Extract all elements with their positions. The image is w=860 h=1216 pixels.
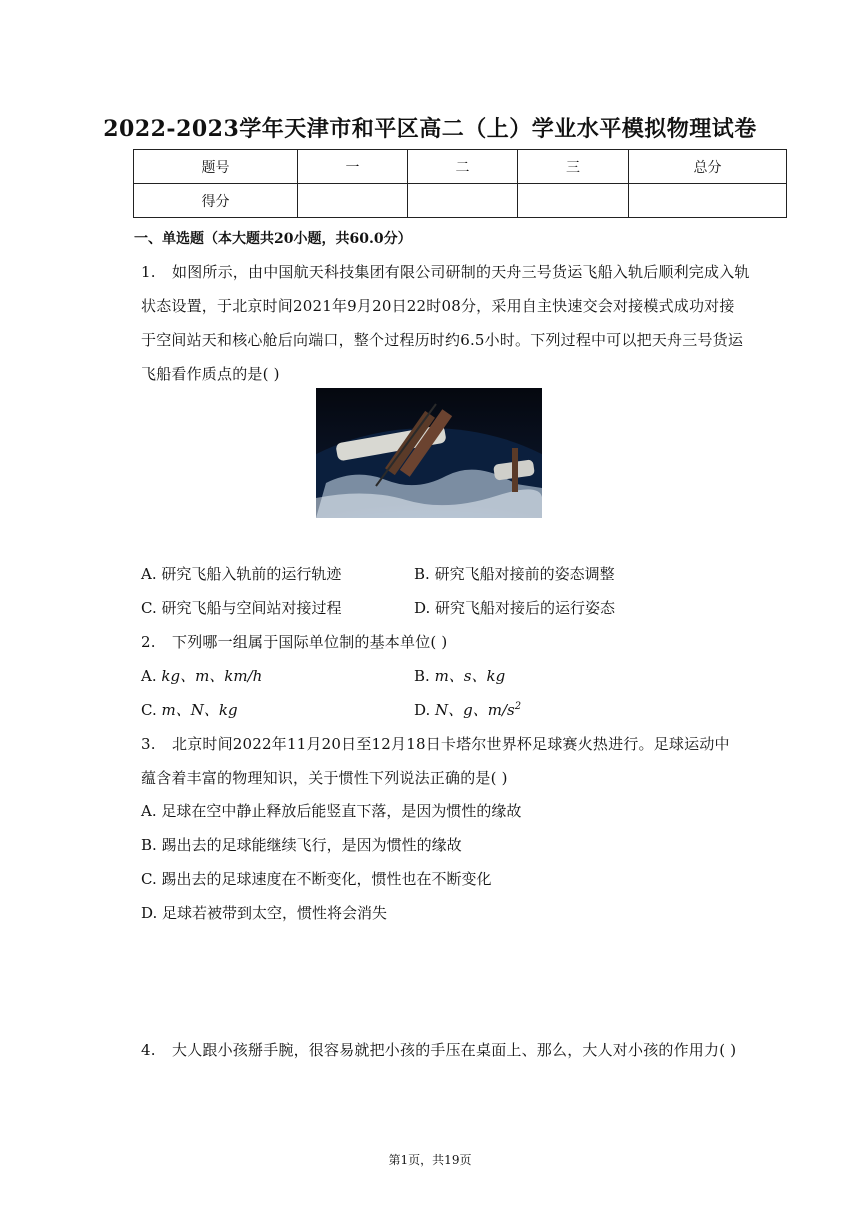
question-text: 下列哪一组属于国际单位制的基本单位( ) xyxy=(172,633,448,651)
question-3-line: 蕴含着丰富的物理知识，关于惯性下列说法正确的是( ) xyxy=(141,769,508,787)
score-header-cell: 三 xyxy=(518,150,629,184)
space-station-photo xyxy=(316,388,542,518)
score-header-cell: 一 xyxy=(298,150,408,184)
question-number: 1. xyxy=(141,263,156,281)
question-4-line xyxy=(141,1039,736,1060)
q1-option-d[interactable]: D. 研究飞船对接后的运行姿态 xyxy=(414,599,616,617)
question-3-line xyxy=(141,733,730,754)
question-2-line xyxy=(141,631,447,652)
q1-option-c[interactable]: C. 研究飞船与空间站对接过程 xyxy=(141,599,342,617)
score-header-cell: 二 xyxy=(408,150,518,184)
exam-title: 2022-2023学年天津市和平区高二（上）学业水平模拟物理试卷 xyxy=(103,116,757,142)
score-header-cell: 题号 xyxy=(134,150,298,184)
question-number: 2. xyxy=(141,633,156,651)
score-table xyxy=(133,149,787,218)
page-footer: 第1页，共19页 xyxy=(388,1153,472,1167)
question-number: 3. xyxy=(141,735,156,753)
question-1-line: 飞船看作质点的是( ) xyxy=(141,365,280,383)
q1-option-b[interactable]: B. 研究飞船对接前的姿态调整 xyxy=(414,565,615,583)
q2-option-b[interactable]: B. m、s、kg xyxy=(414,667,506,685)
question-1-line: 状态设置，于北京时间2021年9月20日22时08分，采用自主快速交会对接模式成功对接 xyxy=(141,297,735,315)
question-text: 大人跟小孩掰手腕，很容易就把小孩的手压在桌面上、那么，大人对小孩的作用力( ) xyxy=(172,1041,737,1059)
q1-option-a[interactable]: A. 研究飞船入轨前的运行轨迹 xyxy=(141,565,342,583)
q2-option-a[interactable]: A. kg、m、km/h xyxy=(141,667,263,685)
q3-option-d[interactable]: D. 足球若被带到太空，惯性将会消失 xyxy=(141,904,388,922)
q3-option-a[interactable]: A. 足球在空中静止释放后能竖直下落，是因为惯性的缘故 xyxy=(141,802,522,820)
question-text: 如图所示，由中国航天科技集团有限公司研制的天舟三号货运飞船入轨后顺利完成入轨 xyxy=(172,263,750,281)
score-table-header-row xyxy=(134,150,787,184)
question-number: 4. xyxy=(141,1041,156,1059)
score-cell xyxy=(629,184,787,218)
score-table-value-row xyxy=(134,184,787,218)
score-cell xyxy=(298,184,408,218)
q2-option-d[interactable]: D. N、g、$m/s^2$ xyxy=(414,701,522,719)
q3-option-b[interactable]: B. 踢出去的足球能继续飞行，是因为惯性的缘故 xyxy=(141,836,462,854)
score-cell xyxy=(408,184,518,218)
q2-option-c[interactable]: C. m、N、kg xyxy=(141,701,238,719)
section-heading: 一、单选题（本大题共20小题，共60.0分） xyxy=(134,231,412,247)
question-1-line xyxy=(141,261,750,282)
question-text: 北京时间2022年11月20日至12月18日卡塔尔世界杯足球赛火热进行。足球运动中 xyxy=(172,735,730,753)
q3-option-c[interactable]: C. 踢出去的足球速度在不断变化，惯性也在不断变化 xyxy=(141,870,492,888)
score-header-cell: 总分 xyxy=(629,150,787,184)
score-cell xyxy=(518,184,629,218)
score-row-label: 得分 xyxy=(134,184,298,218)
question-1-line: 于空间站天和核心舱后向端口，整个过程历时约6.5小时。下列过程中可以把天舟三号货运 xyxy=(141,331,744,349)
